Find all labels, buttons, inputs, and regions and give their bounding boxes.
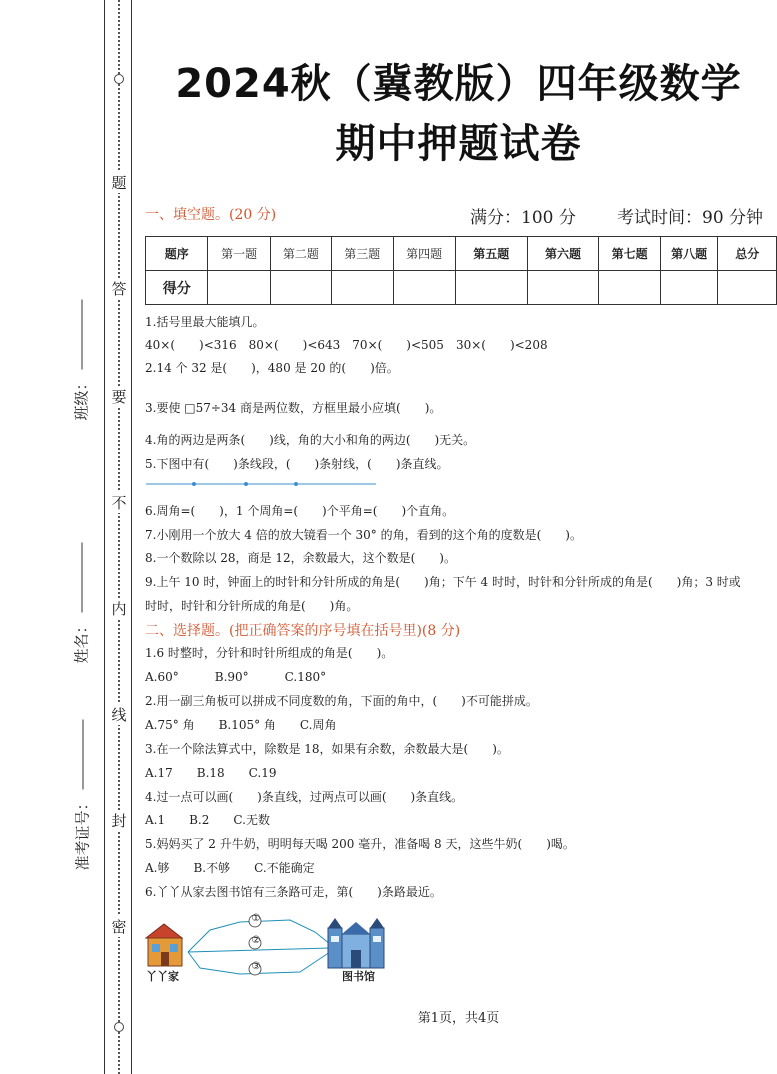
question-text: 6.周角=( )，1 个周角=( )个平角=( )个直角。 (145, 504, 455, 518)
line-figure (140, 476, 380, 492)
question-text: 8.一个数除以 28，商是 12，余数最大，这个数是( )。 (145, 551, 456, 565)
score-cell[interactable] (393, 271, 455, 305)
seal-char: 答 (108, 278, 130, 299)
table-col-header: 第八题 (660, 237, 718, 271)
score-cell[interactable] (208, 271, 270, 305)
figure-point (294, 482, 298, 486)
score-table-header-row (146, 237, 777, 271)
question-text: 5.妈妈买了 2 升牛奶，明明每天喝 200 毫升，准备喝 8 天，这些牛奶( )喝。 (145, 837, 575, 851)
choice-options: A.够 B.不够 C.不能确定 (145, 861, 315, 875)
exam-time: 考试时间：90 分钟 (617, 208, 764, 228)
question-text: 5.下图中有( )条线段，( )条射线，( )条直线。 (145, 457, 449, 471)
question-text: 时时，时针和分针所成的角是( )角。 (145, 599, 359, 613)
score-cell[interactable] (599, 271, 660, 305)
table-cell-label: 得分 (146, 271, 208, 305)
page-footer: 第1页，共4页 (417, 1011, 500, 1026)
class-blank[interactable] (82, 299, 83, 369)
score-table-score-row (146, 271, 777, 305)
score-cell[interactable] (270, 271, 331, 305)
question-text: 1.6 时整时，分针和时针所组成的角是( )。 (145, 646, 394, 660)
score-table (145, 236, 777, 305)
table-cell-label: 题序 (146, 237, 208, 271)
margin-dotted-rule (118, 0, 120, 1074)
score-cell[interactable] (527, 271, 599, 305)
table-col-header: 第四题 (393, 237, 455, 271)
route-label-3: ③ (251, 961, 261, 972)
ticket-field[interactable] (72, 711, 93, 871)
seal-char: 题 (108, 172, 130, 193)
question-text: 9.上午 10 时，钟面上的时针和分针所成的角是( )角；下午 4 时时，时针和分针所成的角是( )角；3 时或 (145, 575, 741, 589)
question-text: 3.要使 □57÷34 商是两位数，方框里最小应填( )。 (145, 401, 442, 415)
class-field[interactable] (71, 291, 92, 421)
seal-char: 内 (108, 598, 130, 619)
question-text: 4.角的两边是两条( )线，角的大小和角的两边( )无关。 (145, 433, 476, 447)
margin-rule-right (131, 0, 132, 1074)
seal-char: 不 (108, 492, 130, 513)
home-label: 丫丫家 (146, 970, 179, 983)
library-icon (328, 918, 384, 968)
table-col-header: 第三题 (332, 237, 393, 271)
question-text: 7.小刚用一个放大 4 倍的放大镜看一个 30° 的角，看到的这个角的度数是( )。 (145, 528, 582, 542)
name-blank[interactable] (82, 542, 83, 612)
question-text: 3.在一个除法算式中，除数是 18，如果有余数，余数最大是( )。 (145, 742, 509, 756)
table-col-header: 第七题 (599, 237, 660, 271)
table-col-header: 第二题 (270, 237, 331, 271)
choice-options: A.17 B.18 C.19 (145, 766, 277, 780)
full-score: 满分：100 分 (470, 208, 576, 228)
question-text: 2.14 个 32 是( )，480 是 20 的( )倍。 (145, 361, 399, 375)
score-cell[interactable] (660, 271, 718, 305)
figure-point (192, 482, 196, 486)
library-label: 图书馆 (342, 970, 375, 983)
ticket-blank[interactable] (83, 719, 84, 789)
table-col-header: 总分 (718, 237, 777, 271)
figure-point (244, 482, 248, 486)
section2-heading: 二、选择题。(把正确答案的序号填在括号里)(8 分) (145, 623, 461, 639)
score-table-wrap (145, 236, 777, 308)
binding-hole-circle (114, 74, 124, 84)
section1-heading: 一、填空题。(20 分) (145, 207, 277, 223)
question-text: 4.过一点可以画( )条直线，过两点可以画( )条直线。 (145, 790, 464, 804)
route-2-path (188, 948, 330, 952)
question-text: 6.丫丫从家去图书馆有三条路可走，第( )条路最近。 (145, 885, 442, 899)
score-cell[interactable] (718, 271, 777, 305)
seal-char: 要 (108, 386, 130, 407)
table-col-header: 第五题 (455, 237, 527, 271)
question-text: 1.括号里最大能填几。 (145, 315, 265, 329)
route-label-2: ② (251, 935, 261, 946)
table-col-header: 第一题 (208, 237, 270, 271)
page-title-line2: 期中押题试卷 (335, 121, 582, 167)
page-title-line1: 2024秋（冀教版）四年级数学 (175, 61, 742, 107)
seal-char: 密 (108, 916, 130, 937)
route-label-1: ① (251, 913, 261, 924)
score-cell[interactable] (455, 271, 527, 305)
binding-hole-circle (114, 1022, 124, 1032)
question-text: 2.用一副三角板可以拼成不同度数的角，下面的角中，( )不可能拼成。 (145, 694, 538, 708)
score-cell[interactable] (332, 271, 393, 305)
choice-options: A.60° B.90° C.180° (145, 670, 327, 684)
table-col-header: 第六题 (527, 237, 599, 271)
name-label: 姓名： (72, 618, 91, 664)
house-icon (146, 924, 182, 966)
name-field[interactable] (71, 534, 92, 664)
seal-char: 封 (108, 810, 130, 831)
choice-options: A.75° 角 B.105° 角 C.周角 (145, 718, 337, 732)
margin-rule-left (104, 0, 105, 1074)
choice-options: A.1 B.2 C.无数 (145, 813, 270, 827)
class-label: 班级： (72, 375, 91, 421)
question-text: 40×( )<316 80×( )<643 70×( )<505 30×( )<208 (145, 338, 548, 352)
seal-char: 线 (108, 704, 130, 725)
ticket-label: 准考证号： (73, 795, 92, 871)
